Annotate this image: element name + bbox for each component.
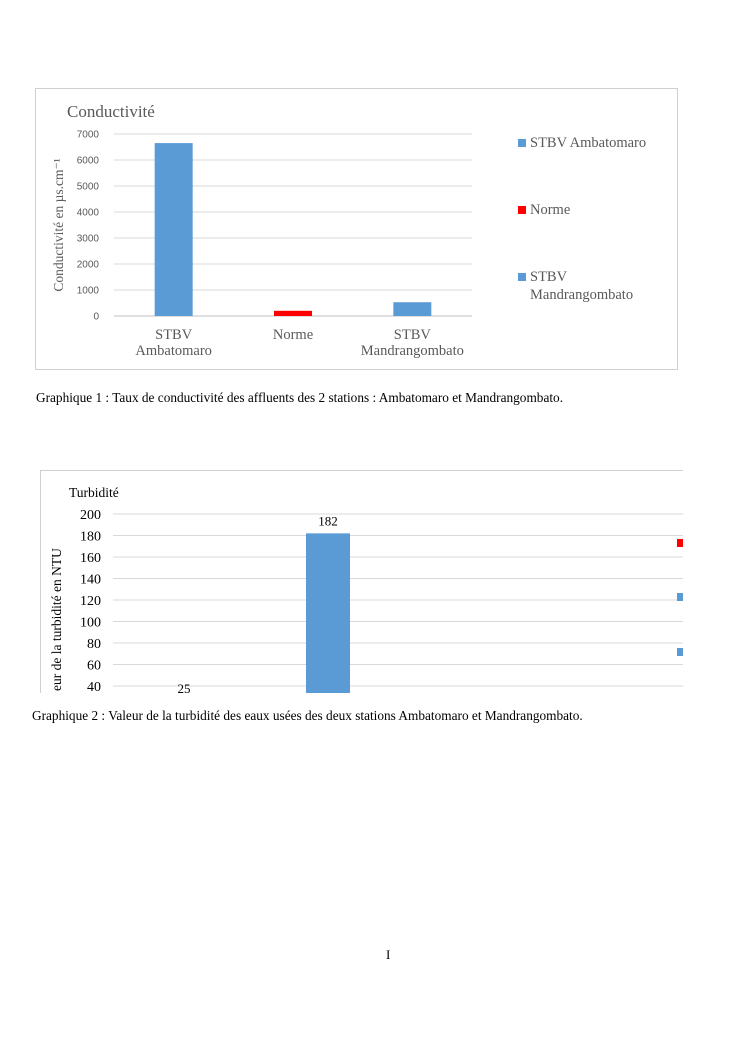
chart-2-legend-swatch	[677, 539, 683, 547]
chart-2-data-label: 182	[318, 513, 338, 529]
chart-1-y-tick-label: 5000	[76, 181, 99, 193]
chart-1-y-tick-label: 1000	[76, 285, 99, 297]
chart-2-y-tick-label: 40	[87, 680, 101, 695]
chart-1-y-tick-label: 0	[93, 311, 99, 323]
chart-1-bar	[155, 143, 193, 316]
chart-1-bar	[274, 311, 312, 316]
turbidity-chart-svg	[41, 471, 683, 696]
chart-2-y-tick-label: 140	[80, 572, 101, 588]
chart-2-legend-swatch	[677, 648, 683, 656]
chart-2-y-tick-label: 80	[87, 637, 101, 652]
page-number: I	[386, 947, 391, 962]
chart-2-y-tick-label: 60	[87, 658, 101, 674]
chart-2-title: Turbidité	[69, 485, 119, 500]
chart-2-y-tick-label: 180	[80, 529, 101, 545]
chart-2-y-tick-label: 160	[80, 551, 101, 566]
chart-1-y-tick-label: 7000	[76, 129, 99, 141]
chart-2-y-axis-label: eur de la turbidité en NTU	[49, 548, 64, 691]
chart-1-y-tick-label: 3000	[76, 233, 99, 245]
chart-1-x-tick-label: Mandrangombato	[360, 343, 464, 359]
chart-1-legend-label: STBV Ambatomaro	[530, 135, 647, 151]
chart-1-x-tick-label: STBV	[155, 327, 193, 343]
chart-1-y-tick-label: 2000	[76, 259, 99, 271]
caption-graph-2: Graphique 2 : Valeur de la turbidité des eaux usées des deux stations Ambatomaro et Mandrangombato.	[32, 708, 583, 723]
chart-1-bar	[393, 302, 431, 316]
chart-1-legend-swatch	[518, 139, 526, 147]
chart-1-y-tick-label: 4000	[76, 207, 99, 219]
turbidity-chart	[40, 470, 683, 696]
chart-2-legend-swatch	[677, 593, 683, 601]
conductivity-chart-svg	[36, 89, 677, 369]
chart-2-data-label: 25	[177, 681, 191, 696]
chart-1-legend-label: Norme	[530, 202, 571, 218]
chart-2-y-tick-label: 200	[80, 508, 101, 523]
chart-1-legend-label: Mandrangombato	[530, 287, 634, 303]
chart-1-x-tick-label: Norme	[272, 327, 314, 343]
chart-1-legend-swatch	[518, 273, 526, 281]
chart-1-y-tick-label: 6000	[76, 155, 99, 167]
chart-2-y-tick-label: 100	[80, 615, 101, 631]
chart-1-x-tick-label: Ambatomaro	[135, 343, 212, 359]
chart-1-title: Conductivité	[67, 102, 155, 121]
chart-2-bar	[306, 533, 350, 693]
chart-1-x-tick-label: STBV	[393, 327, 431, 343]
chart-1-y-axis-label: Conductivité en µs.cm⁻¹	[51, 158, 66, 292]
chart-1-legend-label: STBV	[530, 269, 568, 285]
caption-graph-1: Graphique 1 : Taux de conductivité des affluents des 2 stations : Ambatomaro et Mandrangombato.	[36, 390, 564, 405]
chart-1-legend-swatch	[518, 206, 526, 214]
chart-2-y-tick-label: 120	[80, 594, 101, 609]
conductivity-chart	[35, 88, 678, 370]
